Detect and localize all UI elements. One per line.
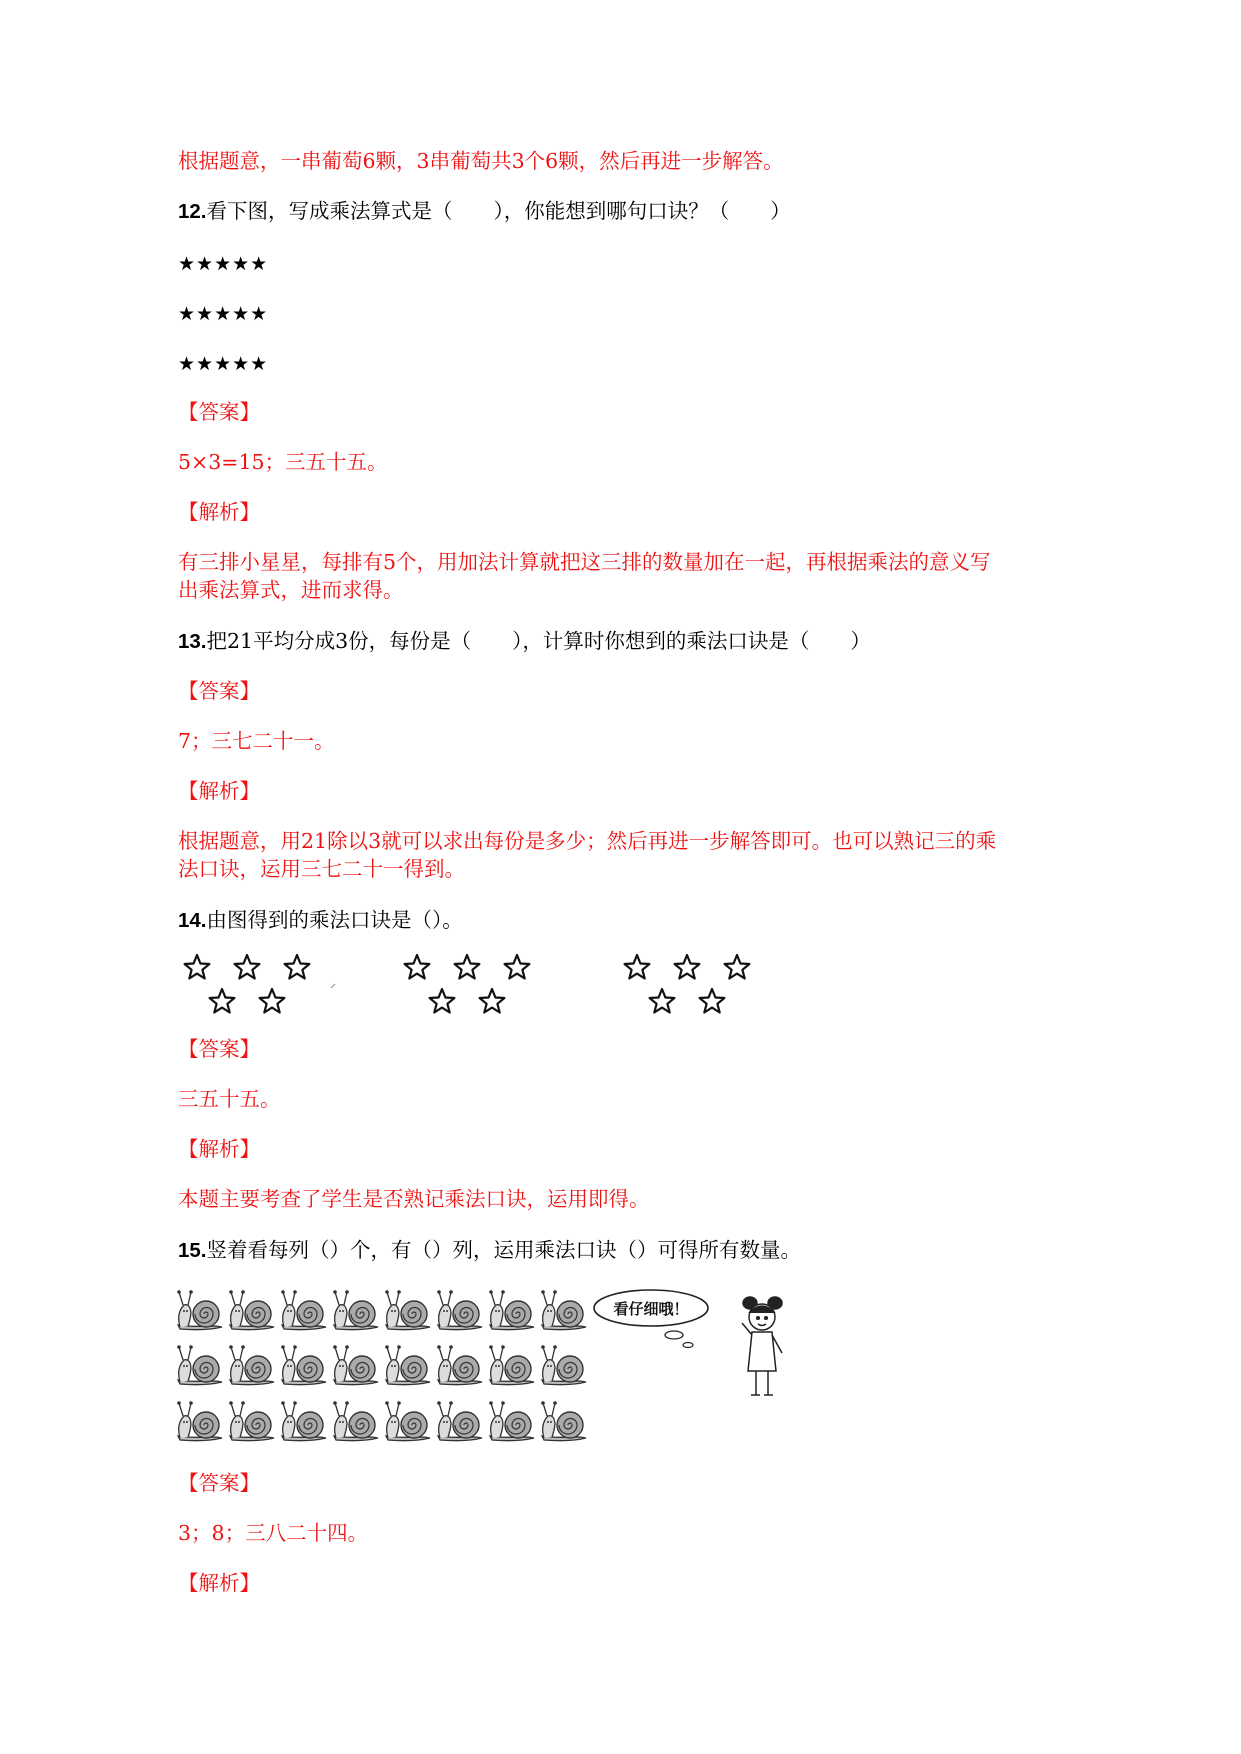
q14-star-groups-figure [175,950,775,1020]
star-group-3 [625,955,750,1013]
q14-text: 由图得到的乘法口诀是（）。 [206,908,463,932]
q14-answer-label: 【答案】 [178,1037,260,1061]
q12-analysis-label: 【解析】 [178,500,260,524]
q12-star-row-3: ★★★★★ [178,353,269,375]
star-group-2 [405,955,530,1013]
q13-number: 13. [178,630,207,653]
q12-answer-label: 【答案】 [178,400,260,424]
q15-answer: 3；8；三八二十四。 [178,1521,369,1545]
speech-bubble [594,1290,708,1348]
q14-analysis-label: 【解析】 [178,1137,260,1161]
q15-snails-figure [176,1287,796,1452]
q12-text: 看下图，写成乘法算式是（ ），你能想到哪句口诀？（ ） [206,199,791,223]
snail-row-1 [177,1290,586,1329]
speech-bubble-text: 看仔细哦！ [613,1300,689,1318]
q14-answer: 三五十五。 [178,1087,281,1111]
q13-question [178,627,871,656]
q14-number: 14. [178,909,207,932]
q13-text: 把21平均分成3份，每份是（ ），计算时你想到的乘法口诀是（ ） [206,629,871,653]
q14-analysis: 本题主要考查了学生是否熟记乘法口诀，运用即得。 [178,1187,650,1211]
q12-analysis-line-2: 出乘法算式，进而求得。 [178,578,404,602]
q12-star-row-1: ★★★★★ [178,253,269,275]
q13-answer-label: 【答案】 [178,679,260,703]
q12-answer: 5×3=15；三五十五。 [178,450,388,474]
star-group-1 [185,955,310,1013]
q12-analysis-line-1: 有三排小星星，每排有5个，用加法计算就把这三排的数量加在一起，再根据乘法的意义写 [178,550,991,574]
girl-figure [742,1297,782,1395]
q13-analysis-label: 【解析】 [178,779,260,803]
q15-number: 15. [178,1239,207,1262]
q13-answer: 7；三七二十一。 [178,729,335,753]
q12-number: 12. [178,200,207,223]
q15-question [178,1236,801,1265]
q11-analysis: 根据题意，一串葡萄6颗，3串葡萄共3个6颗，然后再进一步解答。 [178,149,784,173]
q13-analysis-line-1: 根据题意，用21除以3就可以求出每份是多少；然后再进一步解答即可。也可以熟记三的乘 [178,829,997,853]
q15-answer-label: 【答案】 [178,1471,260,1495]
snail-row-2 [177,1345,586,1384]
q12-question [178,197,791,226]
q15-analysis-label: 【解析】 [178,1571,260,1595]
snail-row-3 [177,1401,586,1440]
q14-question [178,906,463,935]
q15-text: 竖着看每列（）个，有（）列，运用乘法口诀（）可得所有数量。 [206,1238,801,1262]
q12-star-row-2: ★★★★★ [178,303,269,325]
q13-analysis-line-2: 法口诀，运用三七二十一得到。 [178,857,465,881]
